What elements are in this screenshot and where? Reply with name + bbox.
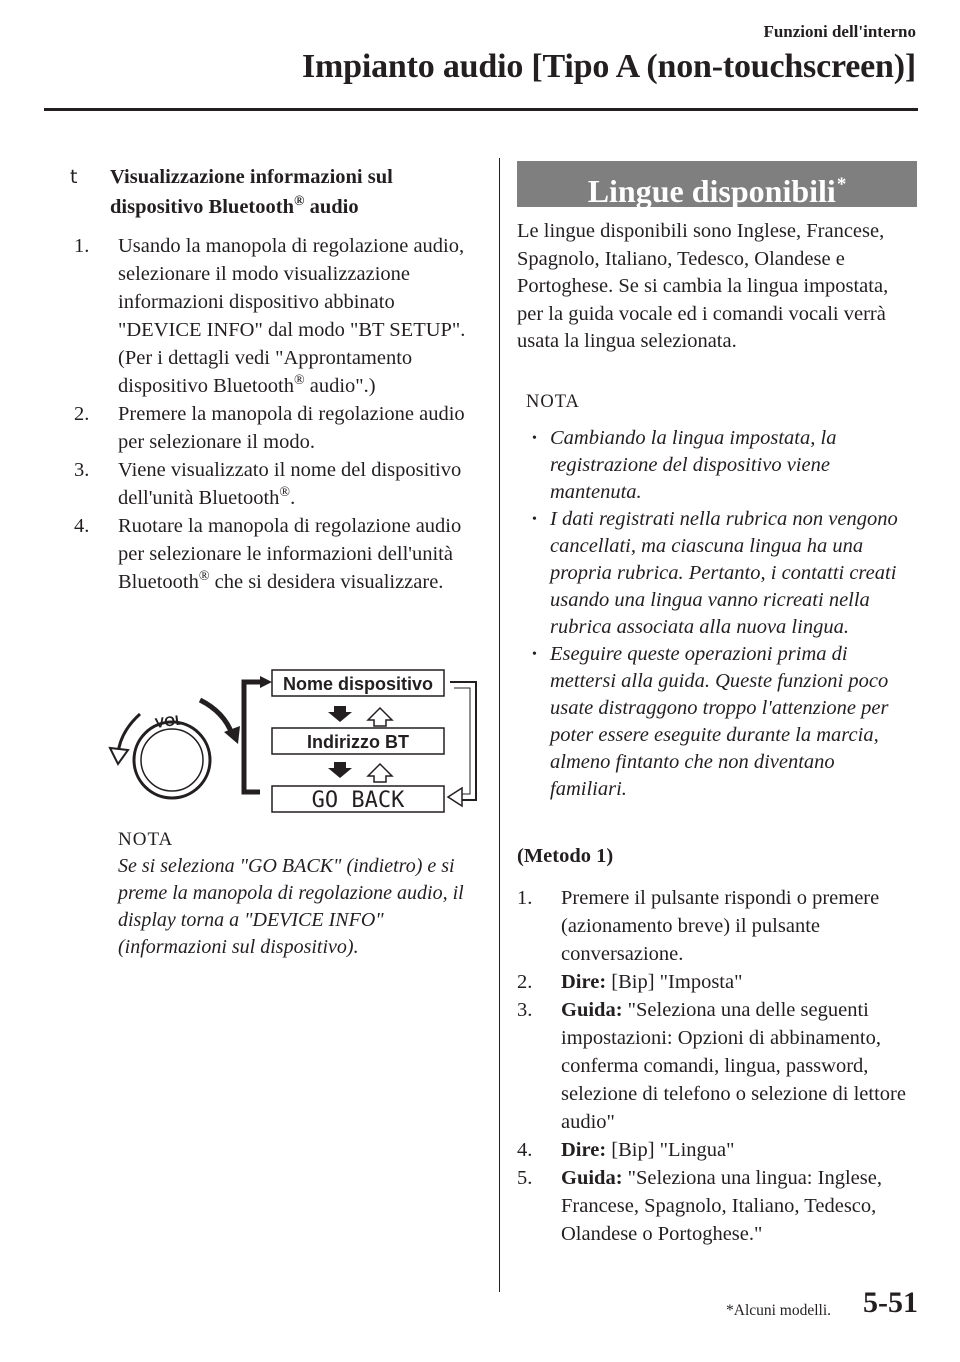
list-item: 4. Dire: [Bip] "Lingua" xyxy=(517,1139,735,1161)
heading-line-2: dispositivo Bluetooth® audio xyxy=(110,194,359,218)
rotate-right-arrow-icon xyxy=(200,700,240,744)
audio-knob-diagram xyxy=(100,664,500,814)
note-text: Se si seleziona "GO BACK" (indietro) e si preme la manopola di regolazione audio, il display torna a "DEVICE INFO" (informazioni sul dispositivo). xyxy=(118,855,464,958)
list-item: • Cambiando la lingua impostata, la registrazione del dispositivo viene mantenuta. xyxy=(532,427,837,503)
footnote: *Alcuni modelli. xyxy=(726,1302,832,1319)
note-go-back xyxy=(118,826,478,961)
header-rule xyxy=(44,108,918,111)
display-item-go-back xyxy=(272,786,444,813)
list-item: 3. Viene visualizzato il nome del dispositivo dell'unità Bluetooth®. xyxy=(74,459,462,509)
page-number: 5-51 xyxy=(863,1286,918,1319)
note-bullet-list xyxy=(530,425,910,803)
heading-marker: t xyxy=(70,166,78,188)
section-header: Funzioni dell'interno xyxy=(763,22,916,41)
note-heading: NOTA xyxy=(526,392,580,412)
list-item: 3. Guida: "Seleziona una delle seguenti impostazioni: Opzioni di abbinamento, conferma comandi, lingua, password, selezione di telefono o selezione di lettore audio" xyxy=(517,999,906,1133)
volume-knob-icon xyxy=(134,722,210,798)
display-item-bt-address xyxy=(272,728,444,754)
scroll-arrows-icon xyxy=(328,762,392,782)
svg-text:GO BACK: GO BACK xyxy=(311,788,405,813)
svg-text:Nome dispositivo: Nome dispositivo xyxy=(282,674,434,694)
left-bracket xyxy=(244,682,260,792)
right-step-list xyxy=(517,884,917,1248)
list-item: 1. Premere il pulsante rispondi o premere (azionamento breve) il pulsante conversazione. xyxy=(517,887,880,965)
list-item: • I dati registrati nella rubrica non vengono cancellati, ma ciascuna lingua ha una propria rubrica. Pertanto, i contatti creati usando una lingua vanno ricreati nella rubrica associata alla nuova lingua. xyxy=(532,508,898,638)
heading-line-1: Visualizzazione informazioni sul xyxy=(110,166,393,188)
vol-label: VOL xyxy=(153,711,185,732)
section-banner: Lingue disponibili* xyxy=(517,161,917,207)
list-item: 2. Premere la manopola di regolazione audio per selezionare il modo. xyxy=(74,403,465,453)
right-bracket xyxy=(450,682,476,800)
list-item: • Eseguire queste operazioni prima di mettersi alla guida. Queste funzioni poco usate distraggono troppo l'attenzione per poter essere eseguite durante la marcia, almeno fintanto che non diventano familiari. xyxy=(532,643,889,800)
list-item: 5. Guida: "Seleziona una lingua: Inglese, Francese, Spagnolo, Italiano, Tedesco, Olandese o Portoghese." xyxy=(517,1167,882,1245)
note-heading: NOTA xyxy=(118,829,174,850)
page-title: Impianto audio [Tipo A (non-touchscreen)] xyxy=(302,48,916,85)
list-item: 1. Usando la manopola di regolazione audio, selezionare il modo visualizzazione informazioni dispositivo abbinato "DEVICE INFO" dal modo "BT SETUP". (Per i dettagli vedi "Approntamento dispositivo Bluetooth® audio".) xyxy=(74,235,466,397)
scroll-arrows-icon xyxy=(328,706,392,726)
subsection-heading xyxy=(70,162,480,222)
list-item: 4. Ruotare la manopola di regolazione audio per selezionare le informazioni dell'unità Bluetooth® che si desidera visualizzare. xyxy=(74,515,462,593)
intro-paragraph: Le lingue disponibili sono Inglese, Francese, Spagnolo, Italiano, Tedesco, Olandese e Portoghese. Se si cambia la lingua impostata, per la guida vocale ed i comandi vocali verrà usata la lingua selezionata. xyxy=(517,220,889,352)
left-step-list xyxy=(74,232,474,596)
method-heading: (Metodo 1) xyxy=(517,845,614,867)
svg-text:Indirizzo BT: Indirizzo BT xyxy=(307,732,409,752)
display-item-device-name xyxy=(272,670,444,696)
list-item: 2. Dire: [Bip] "Imposta" xyxy=(517,971,743,993)
